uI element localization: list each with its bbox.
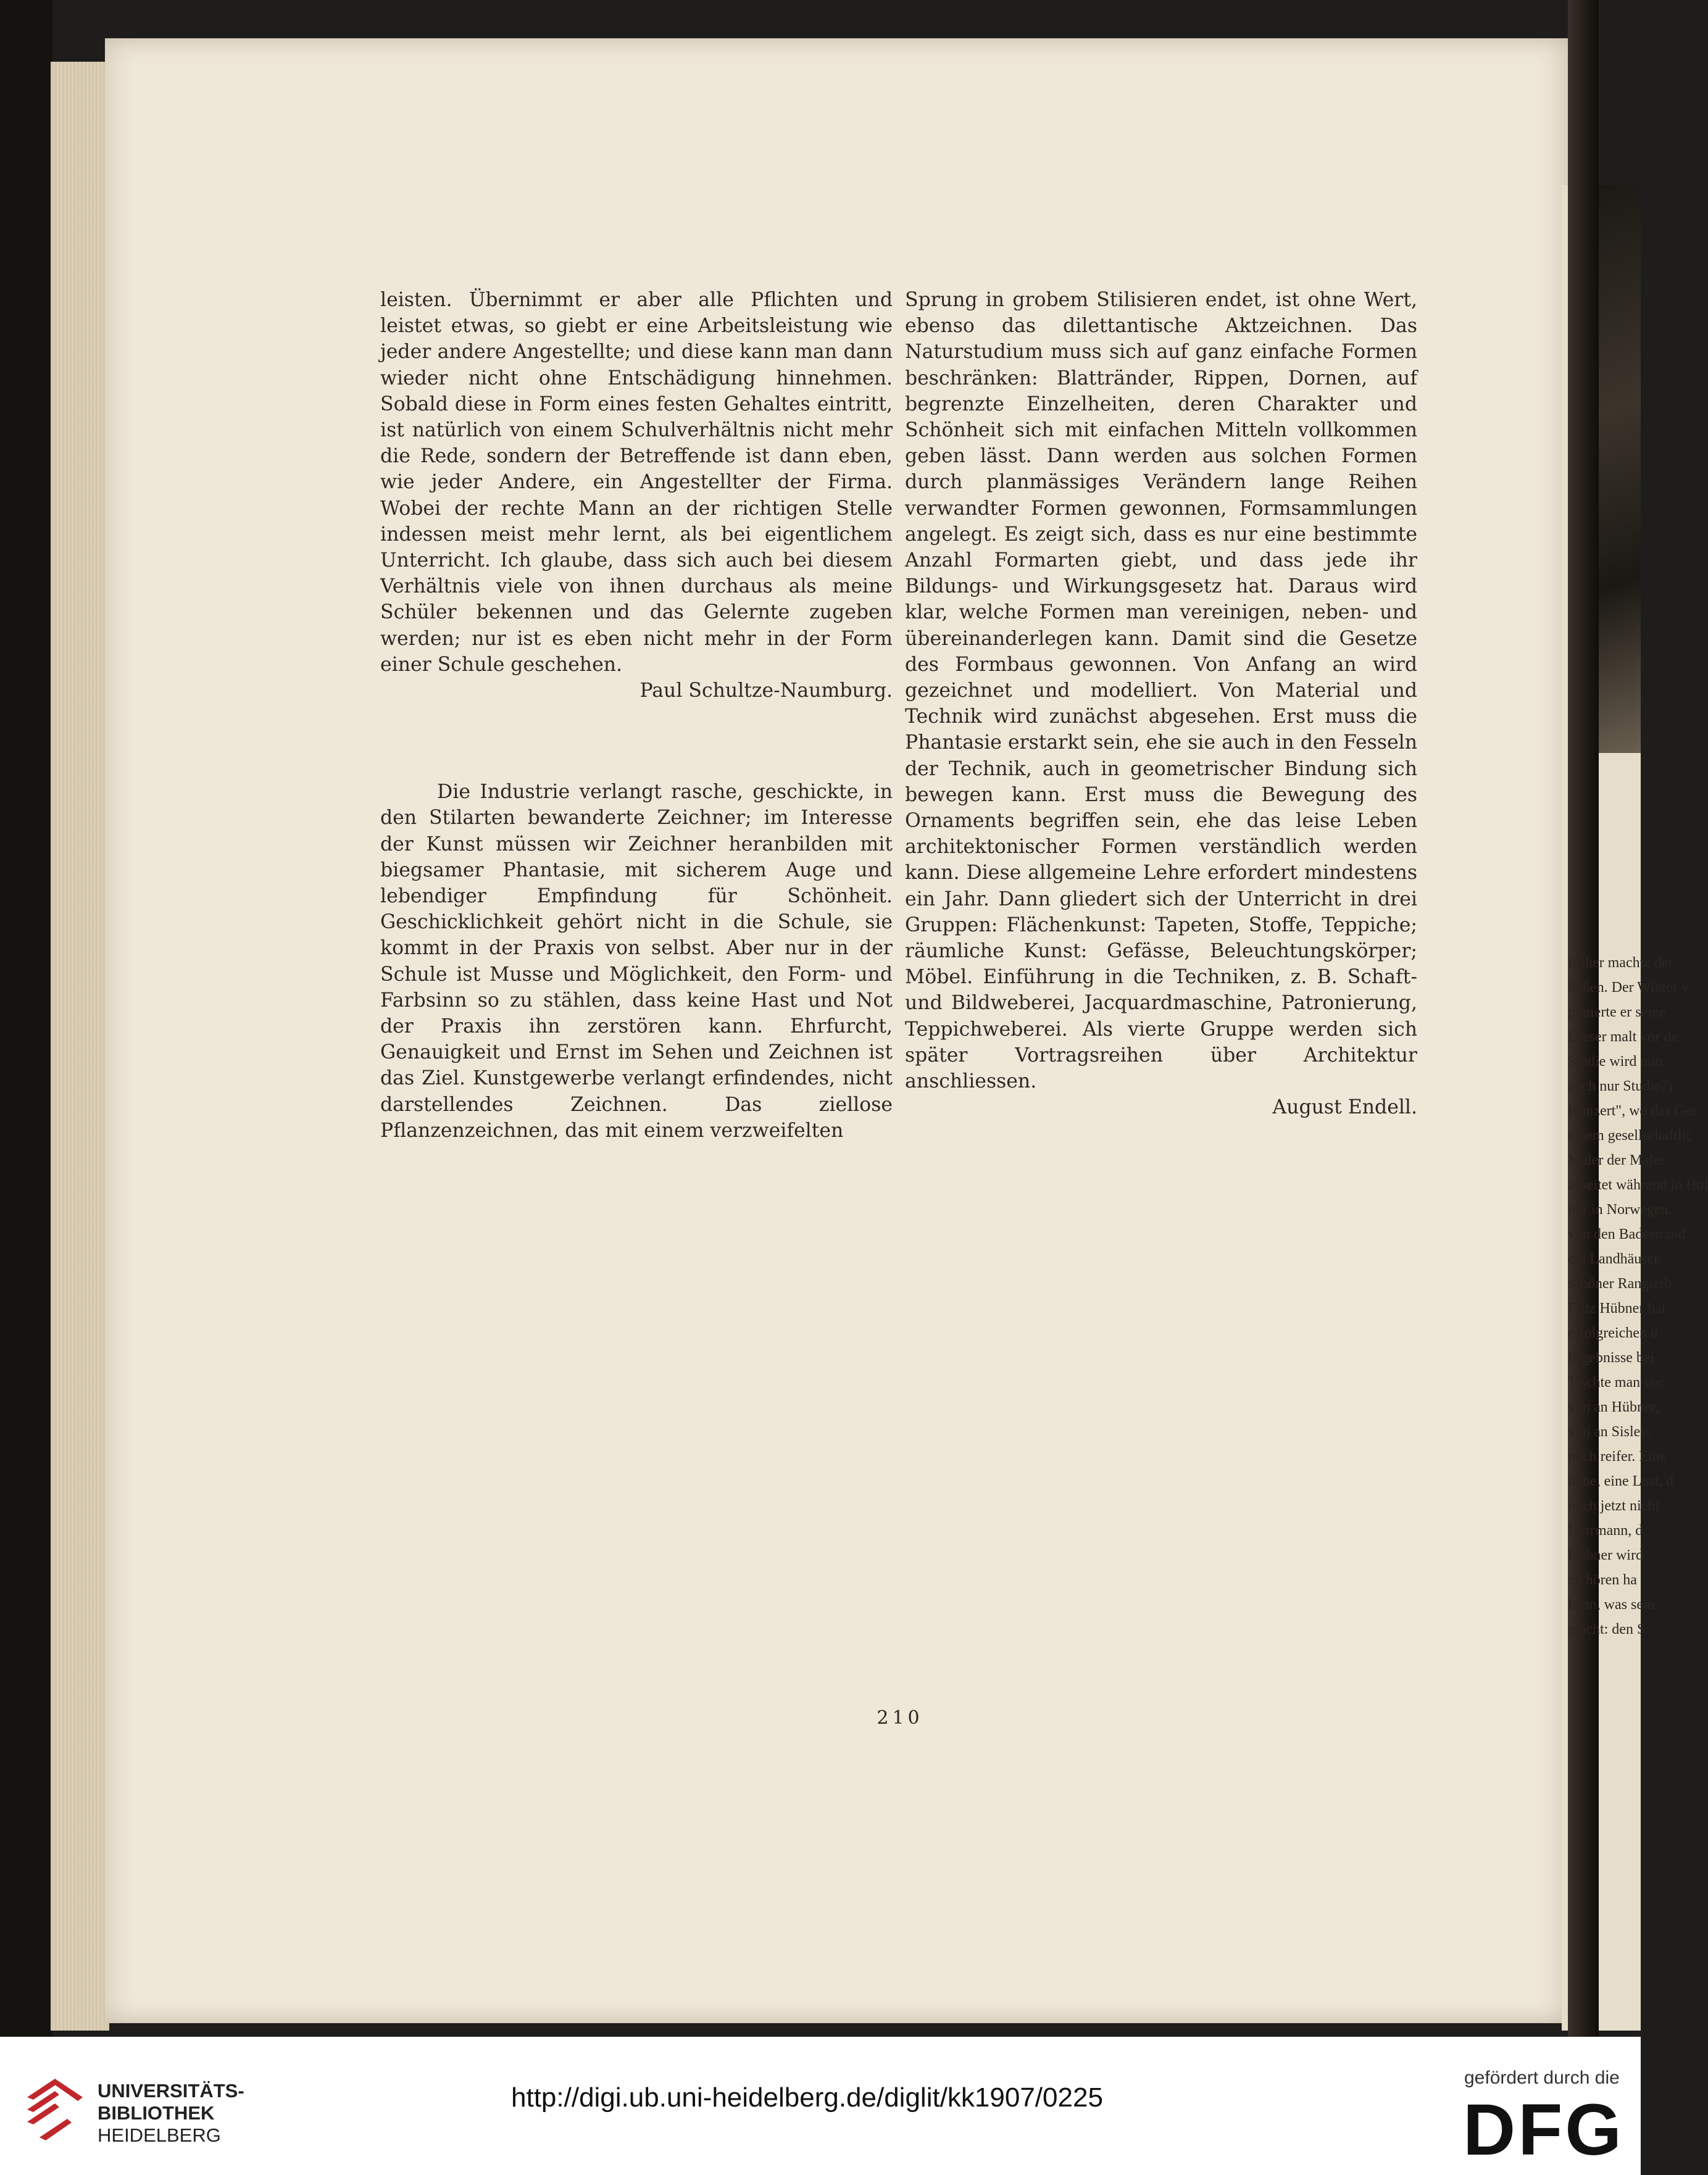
next-page-line: früher machte der — [1568, 955, 1673, 971]
next-page-line: Maler der Maler — [1568, 1152, 1665, 1168]
left-column — [380, 287, 893, 1144]
next-page-line: schöner Rangierb — [1568, 1276, 1672, 1292]
next-page-line: Studie wird nun — [1568, 1054, 1663, 1070]
funded-by-label: gefördert durch die — [1464, 2068, 1620, 2088]
digital-copy-url[interactable]: http://digi.ub.uni-heidelberg.de/diglit/kk1907/0225 — [511, 2082, 1103, 2113]
next-page-line: noch reifer. Eine — [1568, 1449, 1667, 1465]
next-page-line: kann, was sein — [1568, 1597, 1655, 1613]
next-page-line: Fritz Hübner hat — [1568, 1300, 1666, 1316]
next-page-line: arbeitet während in Hol — [1568, 1177, 1708, 1193]
next-page-line: von an Hübner; — [1568, 1399, 1660, 1415]
paragraph-schultze: leisten. Übernimmt er aber alle Pflichten und leistet etwas, so giebt er eine Arbeitsleistung wie jeder andere Angestellte; und diese kann man dann wieder nicht ohne Entschädigung hinnehmen. Sobald diese in Form eines festen Gehaltes eintritt, ist natürlich von einem Schulverhältnis nicht mehr die Rede, sondern der Betreffende ist dann eben, wie jeder Andere, ein Angestellter der Firma. Wobei der rechte Mann an der richtigen Stelle indessen meist mehr lernt, als bei eigentlichem Unterricht. Ich glaube, dass sich auch bei diesem Verhältnis viele von ihnen durchaus als meine Schüler bekennen und das Gelernte zugeben werden; nur ist es eben nicht mehr in der Form einer Schule geschehen. — [380, 289, 893, 676]
next-page-line: zu hören ha — [1568, 1572, 1637, 1588]
university-library-logo-icon — [21, 2073, 89, 2147]
dfg-logo: DFG — [1463, 2089, 1625, 2171]
next-page-line: ponierte er seine — [1568, 1004, 1666, 1020]
next-page-line: Herrmann, d — [1568, 1523, 1643, 1539]
page-number: 210 — [877, 1707, 923, 1729]
next-page-line: von an Sisley. — [1568, 1424, 1651, 1440]
next-page-line: ließen. Der Winter v — [1568, 979, 1689, 996]
next-page-line: Hübner wird — [1568, 1547, 1643, 1563]
university-name: UNIVERSITÄTS- BIBLIOTHEK HEIDELBERG — [98, 2080, 244, 2146]
next-page-line: von den Badestrand — [1568, 1226, 1686, 1242]
next-page-line: Tischte man vor — [1568, 1374, 1664, 1391]
next-page-line: noch jetzt nicht — [1568, 1498, 1659, 1514]
signature-august-endell: August Endell. — [1272, 1096, 1417, 1119]
paragraph-endell-continued: Sprung in grobem Stilisieren endet, ist ohne Wert, ebenso das dilettantische Aktzeichnen. Das Naturstudium muss sich auf ganz einfache Formen beschränken: Blattränder, Rippen, Dornen, auf begrenzte Einzelheiten, deren Charakter und Schönheit sich mit einfachen Mitteln vollkommen geben lässt. Dann werden aus solchen Formen durch planmässiges Verändern lange Reihen verwandter Formen gewonnen, Formsammlungen angelegt. Es zeigt sich, dass es nur eine bestimmte Anzahl Formarten giebt, und dass jede ihr Bildungs- und Wirkungsgesetz hat. Daraus wird klar, welche Formen man vereinigen, neben- und übereinanderlegen kann. Damit sind die Gesetze des Formbaus gewonnen. Von Anfang an wird gezeichnet und modelliert. Von Material und Technik wird zunächst abgesehen. Erst muss die Phantasie erstarkt sein, ehe sie auch in den Fesseln der Technik, auch in geometrischer Bindung sich bewegen kann. Erst muss die Bewegung des Ornaments begriffen sein, ehe das leise Leben architektonischer Formen verständlich werden kann. Diese allgemeine Lehre erfordert mindestens ein Jahr. Dann gliedert sich der Unterricht in drei Gruppen: Flächenkunst: Tapeten, Stoffe, Teppiche; räumliche Kunst: Gefässe, Beleuchtungskörper; Möbel. Einführung in die Techniken, z. B. Schaft- und Bildweberei, Jacquardmaschine, Patronierung, Teppichweberei. Als vierte Gruppe werden sich später Vortragsreihen über Architektur anschliessen. — [905, 289, 1417, 1093]
right-column — [905, 287, 1417, 1121]
signature-schultze-naumburg: Paul Schultze-Naumburg. — [639, 680, 893, 702]
page-edges — [51, 62, 109, 2031]
next-page-line: einem gesellschaftlic — [1568, 1128, 1693, 1144]
next-page-line: Ergebnisse bei — [1568, 1350, 1655, 1366]
next-page-line: auch nur Studie?) — [1568, 1078, 1673, 1094]
next-page-line: nur in Norwegen. — [1568, 1202, 1672, 1218]
next-page-line: Konzert", wo das Ges — [1568, 1103, 1698, 1119]
next-page-line: Dieser malt vor de — [1568, 1029, 1678, 1045]
paragraph-endell-start: Die Industrie verlangt rasche, geschickte, in den Stilarten bewanderte Zeichner; im Interesse der Kunst müssen wir Zeichner heranbilden mit biegsamer Phantasie, mit sicherem Auge und lebendiger Empfindung für Schönheit. Geschicklichkeit gehört nicht in die Schule, sie kommt in der Praxis von selbst. Aber nur in der Schule ist Musse und Möglichkeit, den Form- und Farbsinn so zu stählen, dass keine Hast und Not der Praxis ihn zerstören kann. Ehrfurcht, Genauigkeit und Ernst im Sehen und Zeichnen ist das Ziel. Kunstgewerbe verlangt erfindendes, nicht darstellendes Zeichnen. Das ziellose Pflanzenzeichnen, das mit einem verzweifelten — [380, 781, 893, 1142]
next-page-line: liebe, eine Lust, d — [1568, 1473, 1674, 1489]
book-cover-edge — [0, 0, 52, 2037]
next-page-text — [1568, 950, 1708, 1642]
next-page-line: die Landhäuser. — [1568, 1251, 1662, 1267]
next-page-line: erfolgreichen u — [1568, 1325, 1658, 1341]
next-page-line: macht: den S — [1568, 1621, 1646, 1637]
digitization-footer — [0, 2037, 1641, 2175]
